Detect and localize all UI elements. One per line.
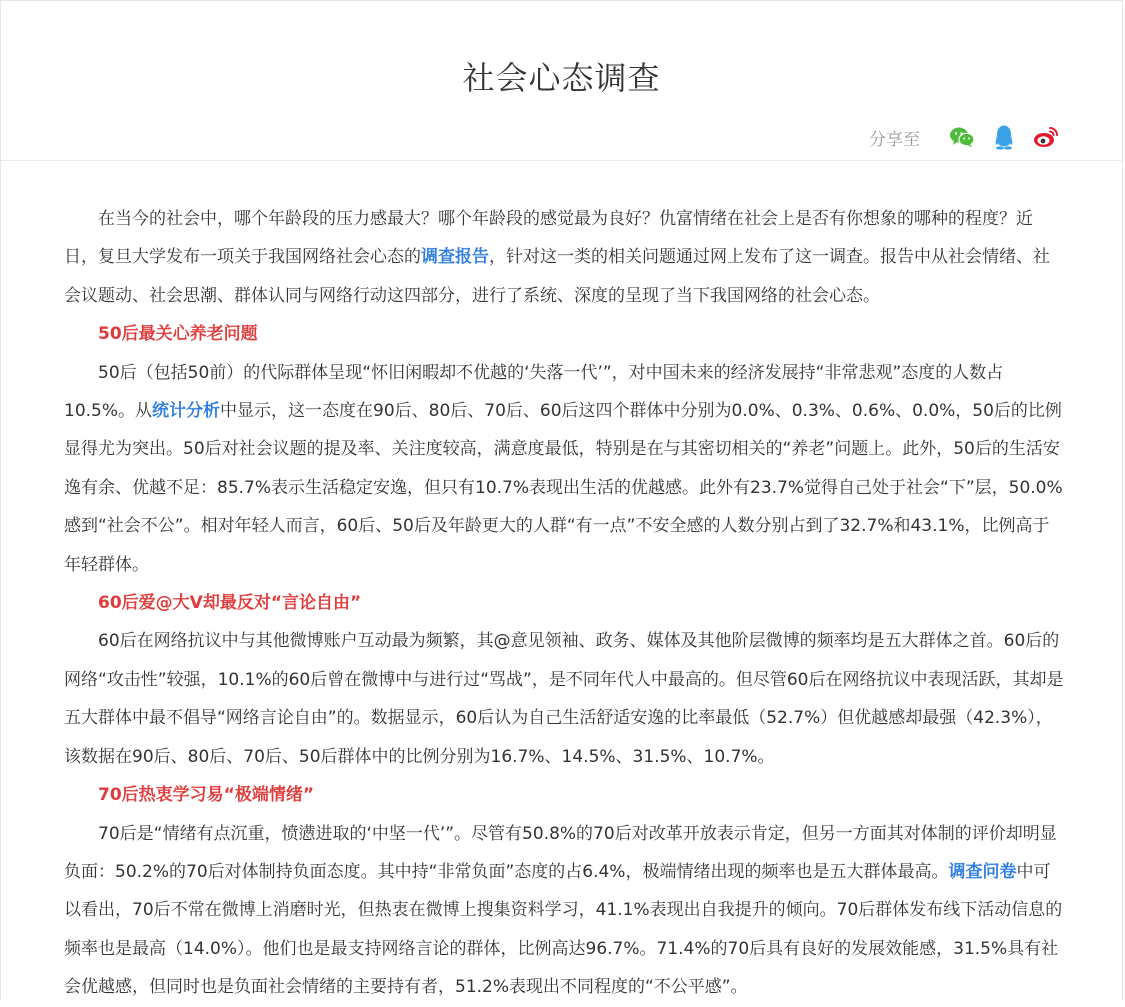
section-heading-60s: 60后爱@大V却最反对“言论自由” (98, 593, 362, 614)
qq-icon[interactable] (990, 123, 1018, 151)
weibo-icon[interactable] (1032, 123, 1060, 151)
p50-text-b: 中显示，这一态度在90后、80后、70后、60后这四个群体中分别为0.0%、0.3%、0.6%、0.0%，50后的比例显得尤为突出。50后对社会议题的提及率、关注度较高，满意度最低，特别是在与其密切相关的“养老”问题上。此外，50后的生活安逸有余、优越不足：85.7%表示生活稳定安逸，但只有10.7%表现出生活的优越感。此外有23.7%觉得自己处于社会“下”层，50.0%感到“社会不公”。相对年轻人而言，60后、50后及年龄更大的人群“有一点”不安全感的人数分别占到了32.7%和43.1%，比例高于年轻群体。 (64, 401, 1063, 575)
p70-text-b: 中可以看出，70后不常在微博上消磨时光，但热衷在微博上搜集资料学习，41.1%表现出自我提升的倾向。70后群体发布线下活动信息的频率也是最高（14.0%）。他们也是最支持网络言论的群体，比例高达96.7%。71.4%的70后具有良好的发展效能感，31.5%具有社会优越感，但同时也是负面社会情绪的主要持有者，51.2%表现出不同程度的“不公平感”。 (64, 861, 1063, 998)
p50-text-a: 50后（包括50前）的代际群体呈现“怀旧闲暇却不优越的‘失落一代’”，对中国未来的经济发展持“非常悲观”态度的人数占10.5%。从 (64, 362, 1004, 422)
wechat-icon[interactable] (948, 123, 976, 151)
section-heading-50s: 50后最关心养老问题 (98, 324, 258, 345)
survey-report-link[interactable]: 调查报告 (421, 247, 489, 268)
p70-text-a: 70后是“情绪有点沉重，愤懑进取的‘中坚一代’”。尽管有50.8%的70后对改革开放表示肯定，但另一方面其对体制的评价却明显负面：50.2%的70后对体制持负面态度。其中持“非常负面”态度的占6.4%，极端情绪出现的频率也是五大群体最高。 (64, 823, 1057, 882)
section-heading-70s: 70后热衷学习易“极端情绪” (98, 785, 315, 806)
intro-text-b: ，针对这一类的相关问题通过网上发布了这一调查。报告中从社会情绪、社会议题动、社会思潮、群体认同与网络行动这四部分，进行了系统、深度的呈现了当下我国网络的社会心态。 (64, 247, 1050, 306)
statistical-analysis-link[interactable]: 统计分析 (152, 401, 221, 422)
article-header (1, 1, 1122, 161)
paragraph-70s (64, 815, 1064, 1007)
paragraph-60s: 60后在网络抗议中与其他微博账户互动最为频繁，其@意见领袖、政务、媒体及其他阶层微博的频率均是五大群体之首。60后的网络“攻击性”较强，10.1%的60后曾在微博中与进行过“骂战”，是不同年代人中最高的。但尽管60后在网络抗议中表现活跃，其却是五大群体中最不倡导“网络言论自由”的。数据显示，60后认为自己生活舒适安逸的比率最低（52.7%）但优越感却最强（42.3%），该数据在90后、80后、70后、50后群体中的比例分别为16.7%、14.5%、31.5%、10.7%。 (64, 631, 1064, 767)
intro-paragraph (64, 200, 1064, 315)
article-body (64, 200, 1064, 1007)
share-label: 分享至 (869, 129, 920, 150)
share-bar (869, 123, 1060, 151)
questionnaire-link[interactable]: 调查问卷 (948, 861, 1017, 882)
page-title: 社会心态调查 (462, 59, 661, 97)
intro-text-a: 在当今的社会中，哪个年龄段的压力感最大？哪个年龄段的感觉最为良好？仇富情绪在社会上是否有你想象的哪种的程度？近日，复旦大学发布一项关于我国网络社会心态的 (64, 209, 1033, 268)
paragraph-50s (64, 354, 1064, 584)
